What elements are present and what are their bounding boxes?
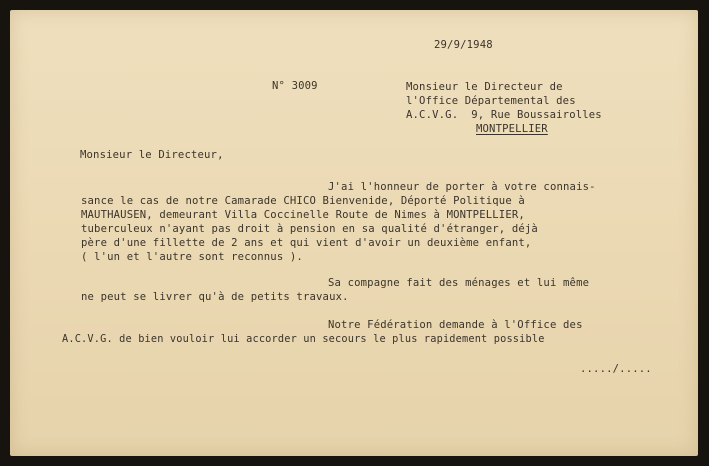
reference-number: N° 3009: [272, 80, 318, 92]
paragraph-1-line-4: tuberculeux n'ayant pas droit à pension en sa qualité d'étranger, déjà: [81, 223, 538, 235]
closing-continuation: ...../.....: [580, 363, 652, 375]
paragraph-1-line-6: ( l'un et l'autre sont reconnus ).: [81, 251, 303, 263]
paragraph-3-line-2: A.C.V.G. de bien vouloir lui accorder un secours le plus rapidement possible: [62, 333, 545, 345]
paragraph-1-line-2: sance le cas de notre Camarade CHICO Bienvenide, Déporté Politique à: [81, 195, 525, 207]
paragraph-1-line-3: MAUTHAUSEN, demeurant Villa Coccinelle Route de Nimes à MONTPELLIER,: [81, 209, 525, 221]
letter-sheet: [10, 10, 698, 456]
recipient-line-3: A.C.V.G. 9, Rue Boussairolles: [406, 109, 602, 121]
paragraph-2-line-1: Sa compagne fait des ménages et lui même: [328, 277, 590, 289]
letter-date: 29/9/1948: [434, 39, 493, 51]
salutation: Monsieur le Directeur,: [80, 149, 224, 161]
paragraph-1-line-5: père d'une fillette de 2 ans et qui vient d'avoir un deuxième enfant,: [81, 237, 532, 249]
recipient-line-2: l'Office Départemental des: [406, 95, 576, 107]
paragraph-3-line-1: Notre Fédération demande à l'Office des: [328, 319, 583, 331]
paragraph-2-line-2: ne peut se livrer qu'à de petits travaux.: [81, 291, 349, 303]
recipient-city: MONTPELLIER: [476, 123, 548, 135]
paragraph-1-line-1: J'ai l'honneur de porter à votre connais-: [328, 181, 596, 193]
recipient-line-1: Monsieur le Directeur de: [406, 81, 563, 93]
